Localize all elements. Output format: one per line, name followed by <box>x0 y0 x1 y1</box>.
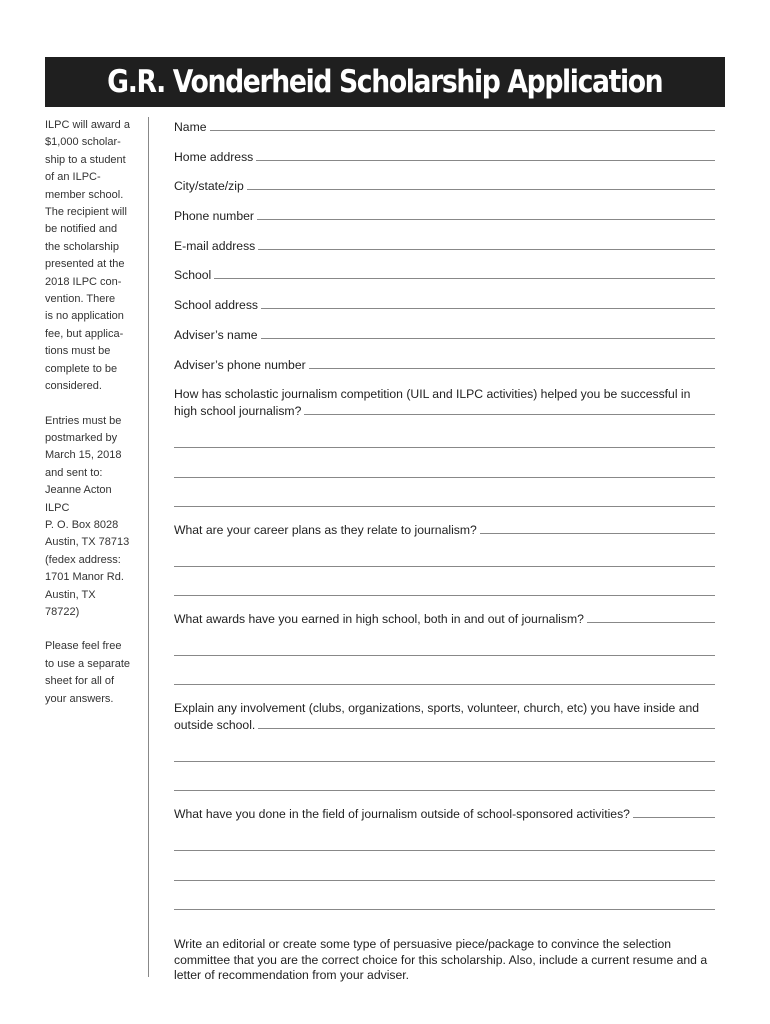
answer-line[interactable] <box>480 532 715 534</box>
title-banner <box>45 57 725 107</box>
phone-number-label: Phone number <box>174 209 254 224</box>
phone-number-input-line[interactable] <box>257 218 715 220</box>
question-competition <box>174 384 715 418</box>
home-address-field[interactable] <box>174 147 715 164</box>
answer-line[interactable] <box>174 774 715 791</box>
name-label: Name <box>174 120 207 134</box>
email-label: E-mail address <box>174 238 256 253</box>
sidebar-paragraph-award: ILPC will award a $1,000 scholar- ship to a student of an ILPC- member school. The recipient will be notified and the scholarship presented at the 2018 ILPC con- vention. There is no application fee, but applica- tions must be complete to be considered. <box>45 119 130 393</box>
answer-line[interactable] <box>633 816 715 818</box>
answer-line[interactable] <box>174 893 715 910</box>
adviser-name-label: Adviser’s name <box>174 327 258 342</box>
answer-line[interactable] <box>587 621 715 623</box>
closing-instructions: Write an editorial or create some type of persuasive piece/package to convince the selection committee that you are the correct choice for this scholarship. Also, include a current resume and a letter of recommendation from your adviser. <box>174 937 708 982</box>
adviser-phone-label: Adviser’s phone number <box>174 357 306 372</box>
question-outside-journalism <box>174 804 715 821</box>
question-awards <box>174 609 715 626</box>
city-state-zip-field[interactable] <box>174 176 715 193</box>
email-input-line[interactable] <box>258 248 715 250</box>
answer-line[interactable] <box>174 579 715 596</box>
phone-number-field[interactable] <box>174 206 715 223</box>
school-input-line[interactable] <box>214 277 715 279</box>
application-form <box>174 117 715 923</box>
sidebar-paragraph-entries: Entries must be postmarked by March 15, 2018 and sent to: Jeanne Acton ILPC P. O. Box 8028 Austin, TX 78713 (fedex address: 1701 Manor Rd. Austin, TX 78722) <box>45 414 130 618</box>
name-input-line[interactable] <box>210 129 715 131</box>
name-field[interactable] <box>174 117 715 134</box>
answer-line[interactable] <box>174 834 715 851</box>
email-field[interactable] <box>174 236 715 253</box>
city-state-zip-label: City/state/zip <box>174 179 244 194</box>
question-awards-text: What awards have you earned in high school, both in and out of journalism? <box>174 612 584 626</box>
answer-line[interactable] <box>174 864 715 881</box>
adviser-name-field[interactable] <box>174 325 715 342</box>
school-address-input-line[interactable] <box>261 307 715 309</box>
answer-line[interactable] <box>174 745 715 762</box>
question-career-plans <box>174 520 715 537</box>
answer-line[interactable] <box>174 490 715 507</box>
adviser-name-input-line[interactable] <box>261 337 715 339</box>
question-outside-journalism-text: What have you done in the field of journalism outside of school-sponsored activities? <box>174 807 630 822</box>
school-address-field[interactable] <box>174 295 715 312</box>
answer-line[interactable] <box>174 639 715 656</box>
city-state-zip-input-line[interactable] <box>247 188 715 190</box>
question-involvement-text-1: Explain any involvement (clubs, organizations, sports, volunteer, church, etc) you have inside and <box>174 701 700 716</box>
question-involvement-text-2: outside school. <box>174 718 256 733</box>
sidebar-paragraph-note: Please feel free to use a separate sheet for all of your answers. <box>45 640 131 705</box>
school-address-label: School address <box>174 298 259 313</box>
home-address-input-line[interactable] <box>256 159 715 161</box>
question-competition-text-2: high school journalism? <box>174 404 302 419</box>
answer-line[interactable] <box>258 727 715 729</box>
school-field[interactable] <box>174 265 715 282</box>
answer-line[interactable] <box>174 550 715 567</box>
home-address-label: Home address <box>174 149 254 164</box>
sidebar-instructions <box>45 117 140 725</box>
page-title: G.R. Vonderheid Scholarship Application <box>107 64 663 100</box>
school-label: School <box>174 268 212 283</box>
answer-line[interactable] <box>174 461 715 478</box>
answer-line[interactable] <box>174 668 715 685</box>
adviser-phone-field[interactable] <box>174 355 715 372</box>
vertical-divider <box>148 117 149 977</box>
question-career-plans-text: What are your career plans as they relate to journalism? <box>174 522 477 537</box>
answer-line[interactable] <box>304 413 715 415</box>
answer-line[interactable] <box>174 431 715 448</box>
question-competition-text-1: How has scholastic journalism competition (UIL and ILPC activities) helped you be successful in <box>174 387 691 402</box>
question-involvement <box>174 698 715 732</box>
adviser-phone-input-line[interactable] <box>309 367 715 369</box>
